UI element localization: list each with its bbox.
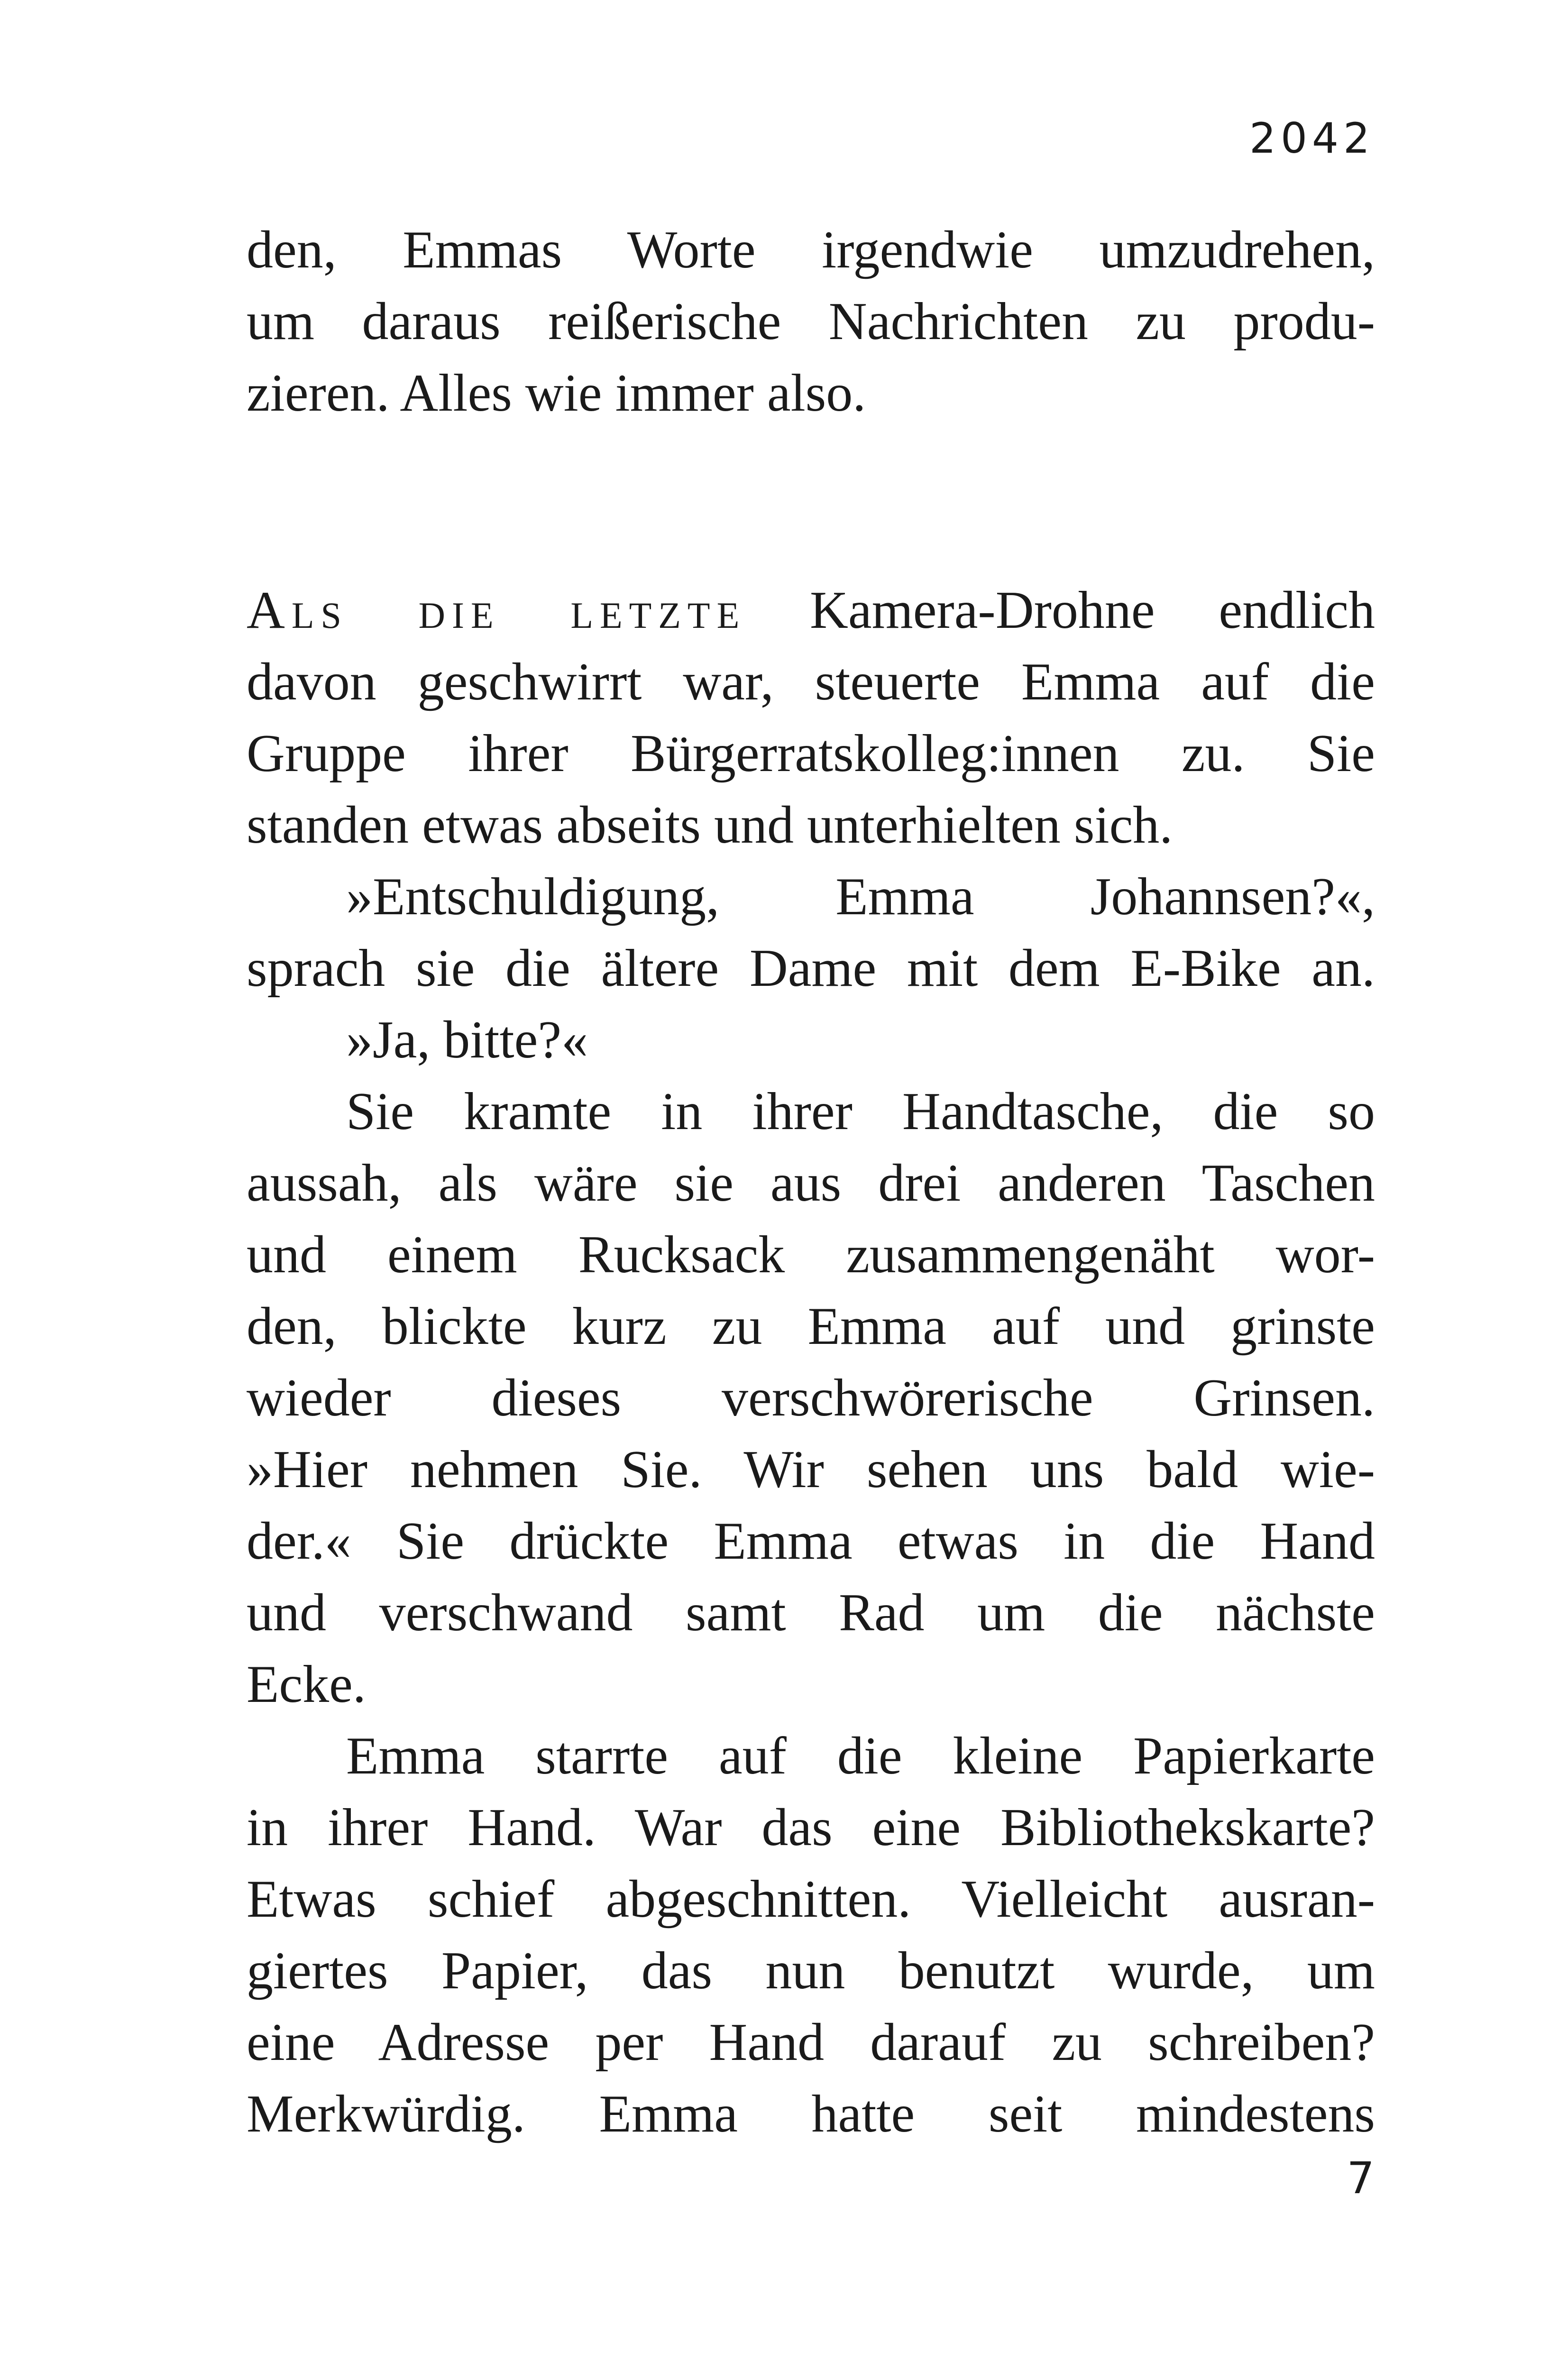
text-line: sprach sie die ältere Dame mit dem E-Bike an.: [247, 939, 1375, 998]
section-opening-rest: Kamera-Drohne endlich: [746, 581, 1375, 640]
text-line: den, blickte kurz zu Emma auf und grinste: [247, 1297, 1375, 1356]
text-line: giertes Papier, das nun benutzt wurde, um: [247, 1941, 1375, 2000]
text-line: der.« Sie drückte Emma etwas in die Hand: [247, 1512, 1375, 1571]
text-line: »Ja, bitte?«: [346, 1011, 588, 1069]
text-line: zieren. Alles wie immer also.: [247, 364, 866, 423]
text-line: standen etwas abseits und unterhielten sich.: [247, 796, 1173, 855]
text-line: »Hier nehmen Sie. Wir sehen uns bald wie-: [247, 1440, 1375, 1499]
section-opening-line: [247, 575, 1375, 646]
text-line: aussah, als wäre sie aus drei anderen Taschen: [247, 1154, 1375, 1213]
text-line: Ecke.: [247, 1655, 366, 1714]
text-line: Emma starrte auf die kleine Papierkarte: [346, 1727, 1375, 1785]
text-line: Merkwürdig. Emma hatte seit mindestens: [247, 2085, 1375, 2143]
text-line: den, Emmas Worte irgendwie umzudrehen,: [247, 221, 1375, 279]
page-number: 7: [1347, 2153, 1375, 2204]
text-line: und verschwand samt Rad um die nächste: [247, 1583, 1375, 1642]
text-block-section: [247, 575, 1375, 2150]
text-line: um daraus reißerische Nachrichten zu produ-: [247, 292, 1375, 351]
text-line: in ihrer Hand. War das eine Bibliothekskarte?: [247, 1798, 1375, 1857]
running-header: 2042: [1249, 114, 1375, 163]
text-block-continuation: [247, 214, 1375, 429]
text-line: eine Adresse per Hand darauf zu schreiben?: [247, 2013, 1375, 2072]
text-line: davon geschwirrt war, steuerte Emma auf die: [247, 652, 1375, 711]
text-line: »Entschuldigung, Emma Johannsen?«,: [346, 867, 1375, 926]
text-line: wieder dieses verschwörerische Grinsen.: [247, 1369, 1375, 1427]
text-line: Sie kramte in ihrer Handtasche, die so: [346, 1082, 1375, 1141]
text-line: und einem Rucksack zusammengenäht wor-: [247, 1225, 1375, 1284]
text-line: Gruppe ihrer Bürgerratskolleg:innen zu. Sie: [247, 724, 1375, 783]
text-line: Etwas schief abgeschnitten. Vielleicht ausran-: [247, 1870, 1375, 1929]
section-opening-smallcaps: Als die letzte: [247, 581, 746, 640]
